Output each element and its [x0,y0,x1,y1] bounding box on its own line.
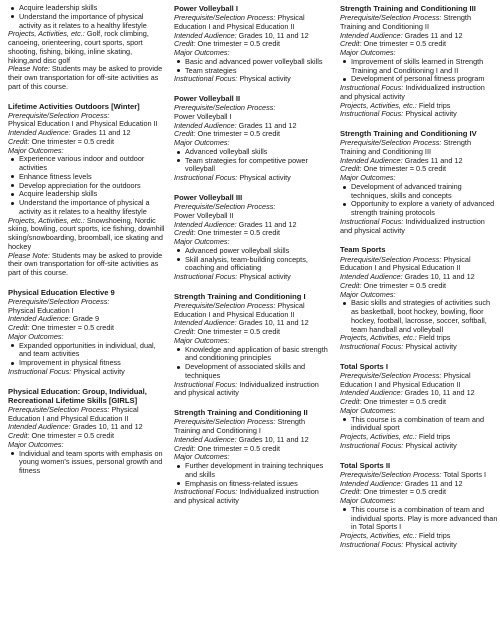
course-lifetime-activities-outdoors-winter [8,102,166,278]
prereq-label: Prerequisite/Selection Process: [174,103,276,113]
credit-line: Credit: One trimester = 0.5 credit [340,164,447,174]
major-outcomes-list [174,346,332,381]
audience-line: Intended Audience: Grades 11 and 12 [174,120,297,130]
outcome-item: Basic and advanced power volleyball skills [174,58,332,67]
outcomes-label: Major Outcomes: [174,237,230,247]
major-outcomes-list [340,299,498,334]
course-title: Total Sports I [340,361,388,371]
course-title: Physical Education Elective 9 [8,287,115,297]
projects-line: Projects, Activities, etc.: Snowshoeing, Nordic skiing, bowling, court sports, ice fishing, downhill skiing/snowboarding, broomball, ice skating and hockey [8,215,165,251]
credit-line: Credit: One trimester = 0.5 credit [8,136,115,146]
course-team-sports [340,245,498,351]
outcome-item: Basic skills and strategies of activities such as basketball, boot hockey, bowling, floor hockey, football, lacrosse, soccer, softball, team handball and volleyball [340,299,498,334]
prereq-line: Prerequisite/Selection Process: Physical Education I and Physical Education II [174,300,305,319]
focus-line: Instructional Focus: Physical activity [340,109,457,119]
credit-line: Credit: One trimester = 0.5 credit [340,487,447,497]
outcomes-label: Major Outcomes: [174,335,230,345]
course-strength-training-1 [174,292,332,398]
focus-line: Instructional Focus: Physical activity [174,74,291,84]
course-title: Total Sports II [340,460,391,470]
outcomes-label: Major Outcomes: [8,331,64,341]
outcome-item: Further development in training techniques and skills [174,462,332,480]
audience-line: Intended Audience: Grades 11 and 12 [174,219,297,229]
outcome-item: Team strategies [174,67,332,76]
major-outcomes-list [8,450,166,476]
prereq-value: Power Volleyball II [174,210,234,220]
prereq-label: Prerequisite/Selection Process: [8,296,110,306]
projects-line: Projects, Activities, etc.: Golf, rock climbing, canoeing, orienteering, court sports, sport shooting, fishing, biking, inline skating, hiking,and disc golf [8,29,149,65]
outcome-item: Development of personal fitness program [340,75,498,84]
course-title: Team Sports [340,245,386,255]
prereq-value: Power Volleyball I [174,111,232,121]
course-power-volleyball-3 [174,193,332,282]
course-continued [8,4,166,92]
audience-line: Intended Audience: Grades 10, 11 and 12 [174,318,309,328]
course-strength-training-3 [340,4,498,119]
focus-line: Instructional Focus: Individualized instruction and physical activity [340,83,485,101]
outcomes-label: Major Outcomes: [340,48,396,58]
outcome-item: Understand the importance of physical activity as it relates to a healthy lifestyle [8,13,166,31]
prereq-line: Prerequisite/Selection Process: Physical Education I and Physical Education II [8,404,139,423]
outcome-item: Development of associated skills and techniques [174,363,332,381]
audience-line: Intended Audience: Grades 11 and 12 [8,128,131,138]
prereq-value: Physical Education I [8,305,74,315]
course-power-volleyball-2 [174,94,332,183]
audience-line: Intended Audience: Grades 11 and 12 [340,478,463,488]
course-strength-training-2 [174,408,332,506]
course-title: Strength Training and Conditioning III [340,4,476,13]
note-line: Please Note: Students may be asked to provide their own transportation for off-site activities as part of this course. [8,64,163,91]
course-strength-training-4 [340,129,498,235]
prereq-label: Prerequisite/Selection Process: [8,110,110,120]
outcome-item: Improvement of skills learned in Strength Training and Conditioning I and II [340,58,498,76]
outcomes-label: Major Outcomes: [340,496,396,506]
outcomes-label: Major Outcomes: [8,145,64,155]
credit-line: Credit: One trimester = 0.5 credit [174,228,281,238]
outcome-item: Expanded opportunities in individual, dual, and team activities [8,342,166,360]
major-outcomes-list [174,148,332,174]
course-total-sports-2 [340,461,498,550]
outcome-item: Development of advanced training techniques, skills and concepts [340,183,498,201]
audience-line: Intended Audience: Grade 9 [8,314,100,324]
major-outcomes-list [340,58,498,84]
audience-line: Intended Audience: Grades 10, 11 and 12 [8,422,143,432]
prereq-line: Prerequisite/Selection Process: Physical Education I and Physical Education II [340,370,471,389]
focus-line: Instructional Focus: Individualized instruction and physical activity [174,487,319,506]
note-line: Please Note: Students may be asked to provide their own transportation for off-site activities as part of this course. [8,250,163,278]
course-title: Strength Training and Conditioning I [174,291,306,301]
prereq-line: Prerequisite/Selection Process: Physical Education I and Physical Education II [174,13,305,31]
audience-line: Intended Audience: Grades 11 and 12 [340,30,463,40]
course-pe-group-individual-recreational-girls [8,387,166,476]
outcome-item: Advanced volleyball skills [174,148,332,157]
outcome-item: Knowledge and application of basic strength and conditioning principles [174,346,332,364]
projects-line: Projects, Activities, etc.: Field trips [340,333,451,343]
outcomes-label: Major Outcomes: [174,452,230,462]
major-outcomes-list [174,247,332,273]
credit-line: Credit: One trimester = 0.5 credit [174,327,281,337]
column-3 [340,4,498,642]
outcome-item: Understand the importance of physical a activity as it relates to a healthy lifestyle [8,199,166,217]
focus-line: Instructional Focus: Physical activity [8,366,125,376]
outcome-item: Improvement in physical fitness [8,359,166,368]
outcome-item: Develop appreciation for the outdoors [8,182,166,191]
focus-line: Instructional Focus: Individualized instruction and physical activity [340,216,485,235]
outcome-item: This course is a combination of team and individual sports. Play is more advanced than in Total Sports I [340,506,498,532]
audience-line: Intended Audience: Grades 10, 11 and 12 [174,30,309,40]
major-outcomes-list [340,506,498,532]
outcome-item: Skill analysis, team-building concepts, coaching and officiating [174,256,332,274]
course-title: Power Volleyball II [174,94,241,104]
audience-line: Intended Audience: Grades 10, 11 and 12 [174,434,309,444]
outcomes-label: Major Outcomes: [174,138,230,148]
audience-line: Intended Audience: Grades 10, 11 and 12 [340,388,475,398]
outcome-item: Opportunity to explore a variety of advanced strength training protocols [340,200,498,218]
projects-line: Projects, Activities, etc.: Field trips [340,531,451,541]
course-physical-education-elective-9 [8,288,166,377]
outcome-item: Individual and team sports with emphasis on young women's issues, personal growth and fitness [8,450,166,476]
course-title: Physical Education: Group, Individual, Recreational Lifetime Skills [GIRLS] [8,386,147,405]
credit-line: Credit: One trimester = 0.5 credit [340,397,447,407]
column-1 [8,4,166,642]
credit-line: Credit: One trimester = 0.5 credit [174,39,281,49]
major-outcomes-list [8,342,166,368]
audience-line: Intended Audience: Grades 11 and 12 [340,155,463,165]
major-outcomes-list [174,58,332,76]
audience-line: Intended Audience: Grades 10, 11 and 12 [340,272,475,282]
outcome-item: Acquire leadership skills [8,4,166,13]
outcome-item: Emphasis on fitness-related issues [174,480,332,489]
prereq-line: Prerequisite/Selection Process: Strength Training and Conditioning I [174,417,306,436]
credit-line: Credit: One trimester = 0.5 credit [174,443,281,453]
focus-line: Instructional Focus: Physical activity [174,272,291,282]
projects-line: Projects, Activities, etc.: Field trips [340,432,451,442]
outcomes-label: Major Outcomes: [340,173,396,183]
prereq-line: Prerequisite/Selection Process: Strength Training and Conditioning III [340,138,472,156]
major-outcomes-list [8,155,166,216]
focus-line: Instructional Focus: Individualized instruction and physical activity [174,379,319,398]
focus-line: Instructional Focus: Physical activity [174,173,291,183]
outcome-item: Advanced power volleyball skills [174,247,332,256]
course-title: Strength Training and Conditioning II [174,408,308,418]
outcome-item: Acquire leadership skills [8,190,166,199]
column-2 [174,4,332,642]
major-outcomes-list [340,416,498,434]
focus-line: Instructional Focus: Physical activity [340,539,457,549]
course-power-volleyball-1 [174,4,332,84]
major-outcomes-list [340,183,498,218]
prereq-line: Prerequisite/Selection Process: Total Sports I [340,469,487,479]
outcome-item: Team strategies for competitive power volleyball [174,157,332,175]
course-title: Strength Training and Conditioning IV [340,129,477,139]
credit-line: Credit: One trimester = 0.5 credit [8,431,115,441]
outcomes-label: Major Outcomes: [340,289,396,299]
outcome-item: This course is a combination of team and individual sport [340,416,498,434]
outcomes-label: Major Outcomes: [8,439,64,449]
outcome-item: Experience various indoor and outdoor activities [8,155,166,173]
major-outcomes-list [174,462,332,488]
prereq-line: Prerequisite/Selection Process: Physical Education I and Physical Education II [340,254,471,273]
credit-line: Credit: One trimester = 0.5 credit [8,323,115,333]
outcomes-label: Major Outcomes: [340,405,396,415]
focus-line: Instructional Focus: Physical activity [340,440,457,450]
focus-line: Instructional Focus: Physical activity [340,342,457,352]
major-outcomes-list [8,4,166,30]
prereq-value: Physical Education I and Physical Education II [8,119,158,129]
prereq-label: Prerequisite/Selection Process: [174,202,276,212]
projects-line: Projects, Activities, etc.: Field trips [340,100,451,110]
credit-line: Credit: One trimester = 0.5 credit [340,280,447,290]
course-title: Lifetime Activities Outdoors [Winter] [8,101,140,111]
outcomes-label: Major Outcomes: [174,48,230,58]
prereq-line: Prerequisite/Selection Process: Strength Training and Conditioning II [340,13,472,31]
credit-line: Credit: One trimester = 0.5 credit [340,39,447,49]
outcome-item: Enhance fitness levels [8,173,166,182]
course-title: Power Volleyball III [174,192,243,202]
course-title: Power Volleyball I [174,4,239,13]
credit-line: Credit: One trimester = 0.5 credit [174,129,281,139]
course-total-sports-1 [340,362,498,451]
